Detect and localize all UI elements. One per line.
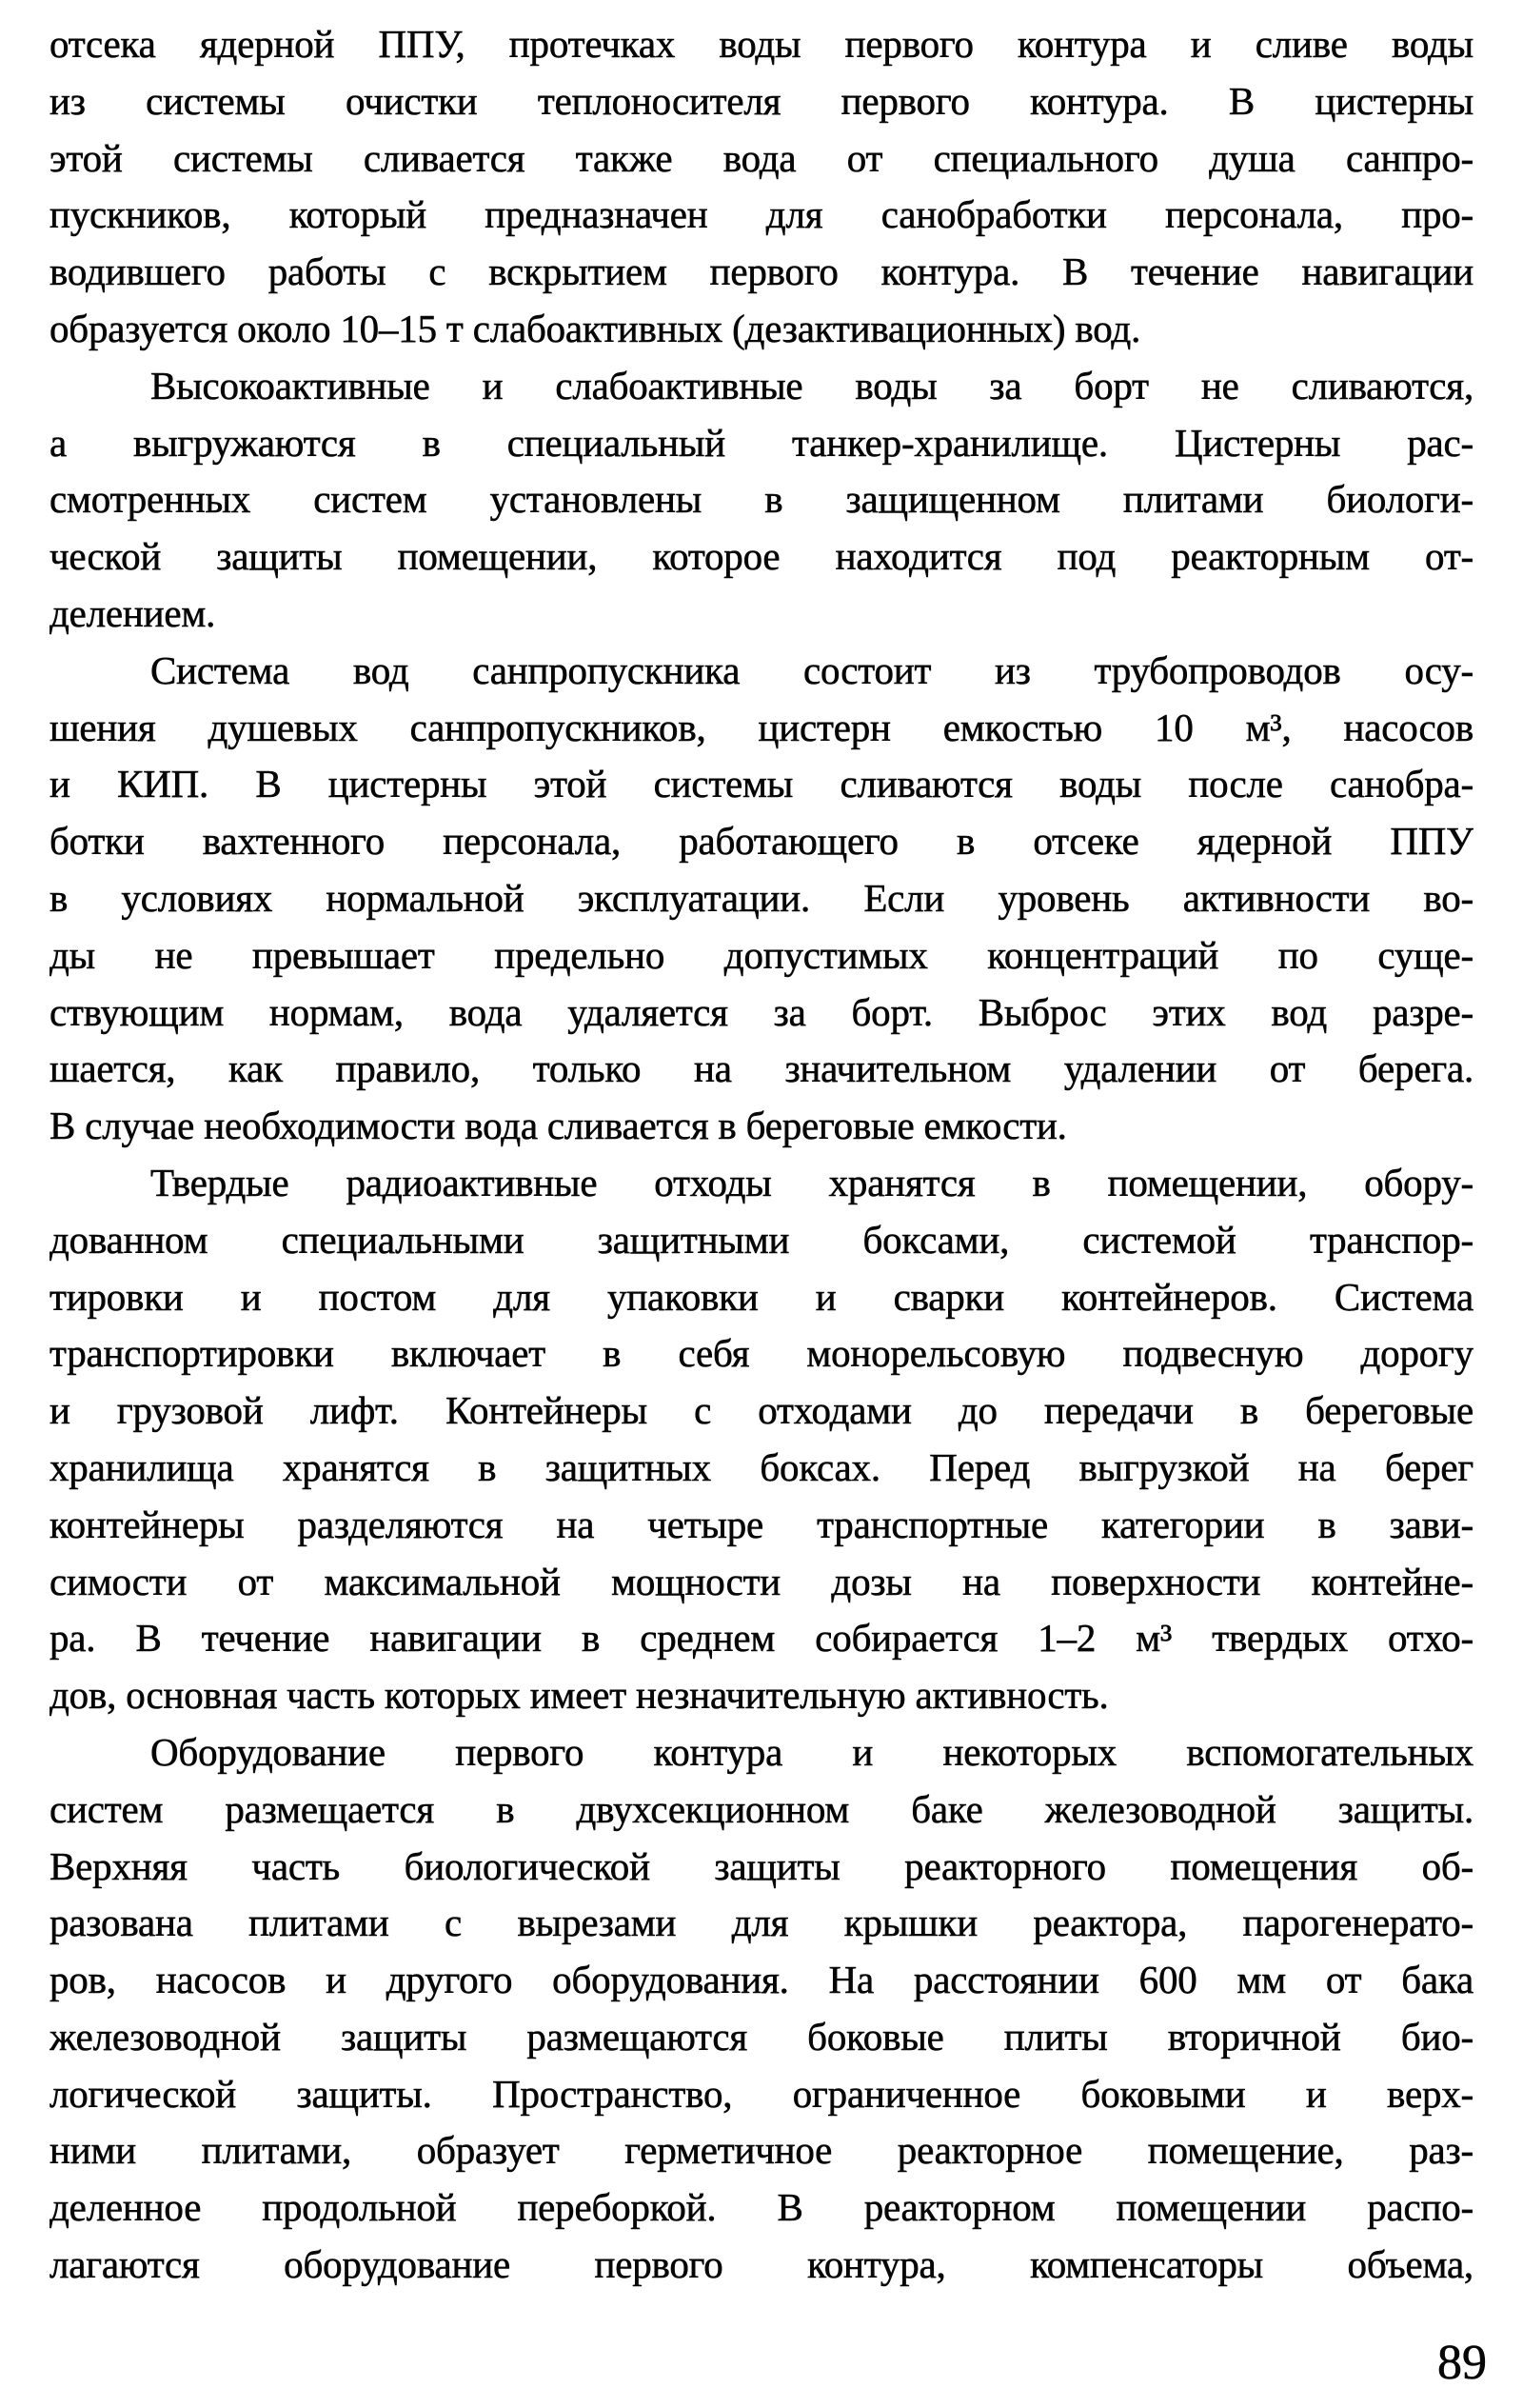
text-line: Высокоактивные и слабоактивные воды за борт не сливаются, <box>150 363 1474 408</box>
text-line: Оборудование первого контура и некоторых вспомогательных <box>150 1729 1474 1774</box>
text-line: контейнеры разделяются на четыре транспортные категории в зави- <box>49 1502 1474 1546</box>
text-line: и грузовой лифт. Контейнеры с отходами до передачи в береговые <box>49 1388 1474 1433</box>
text-line: логической защиты. Пространство, ограниченное боковыми и верх- <box>49 2071 1474 2116</box>
paragraph <box>49 16 1474 358</box>
text-line: в условиях нормальной эксплуатации. Если уровень активности во- <box>49 875 1474 920</box>
text-line: Верхняя часть биологической защиты реакторного помещения об- <box>49 1843 1474 1888</box>
text-line: транспортировки включает в себя монорельсовую подвесную дорогу <box>49 1331 1474 1376</box>
text-line: симости от максимальной мощности дозы на поверхности контейне- <box>49 1559 1474 1603</box>
paragraph <box>49 1155 1474 1724</box>
paragraph <box>49 358 1474 643</box>
text-line: ра. В течение навигации в среднем собирается 1–2 м³ твердых отхо- <box>49 1616 1474 1661</box>
text-line: разована плитами с вырезами для крышки реактора, парогенерато- <box>49 1901 1474 1945</box>
text-line: систем размещается в двухсекционном баке железоводной защиты. <box>49 1786 1474 1831</box>
text-block <box>49 16 1474 2294</box>
text-line: ствующим нормам, вода удаляется за борт. Выброс этих вод разре- <box>49 989 1474 1034</box>
text-line: ческой защиты помещении, которое находится под реакторным от- <box>49 534 1474 579</box>
text-line: шается, как правило, только на значительном удалении от берега. <box>49 1046 1474 1091</box>
text-line: дованном специальными защитными боксами, системой транспор- <box>49 1217 1474 1262</box>
text-line: делением. <box>49 590 216 635</box>
text-line: смотренных систем установлены в защищенном плитами биологи- <box>49 477 1474 522</box>
text-line: дов, основная часть которых имеет незначительную активность. <box>49 1673 1109 1718</box>
text-line: и КИП. В цистерны этой системы сливаются воды после санобра- <box>49 762 1474 806</box>
text-line: из системы очистки теплоносителя первого контура. В цистерны <box>49 78 1474 123</box>
text-line: ров, насосов и другого оборудования. На расстоянии 600 мм от бака <box>49 1958 1474 2002</box>
text-line: шения душевых санпропускников, цистерн емкостью 10 м³, насосов <box>49 705 1474 749</box>
text-line: этой системы сливается также вода от специального душа санпро- <box>49 135 1474 180</box>
text-line: отсека ядерной ППУ, протечках воды первого контура и сливе воды <box>49 22 1474 66</box>
paragraph <box>49 1724 1474 2294</box>
text-line: деленное продольной переборкой. В реакторном помещении распо- <box>49 2185 1474 2230</box>
text-line: а выгружаются в специальный танкер-хранилище. Цистерны рас- <box>49 420 1474 465</box>
text-line: В случае необходимости вода сливается в береговые емкости. <box>49 1104 1067 1148</box>
text-line: ды не превышает предельно допустимых концентраций по суще- <box>49 932 1474 977</box>
text-line: водившего работы с вскрытием первого контура. В течение навигации <box>49 249 1474 294</box>
page-number: 89 <box>1437 2336 1487 2390</box>
text-line: образуется около 10–15 т слабоактивных (дезактивационных) вод. <box>49 306 1141 350</box>
text-line: пускников, который предназначен для санобработки персонала, про- <box>49 192 1474 237</box>
text-line: ними плитами, образует герметичное реакторное помещение, раз- <box>49 2128 1474 2173</box>
text-line: железоводной защиты размещаются боковые плиты вторичной био- <box>49 2014 1474 2059</box>
text-line: тировки и постом для упаковки и сварки контейнеров. Система <box>49 1274 1474 1319</box>
paragraph <box>49 643 1474 1155</box>
text-line: Система вод санпропускника состоит из трубопроводов осу- <box>150 647 1474 692</box>
text-line: ботки вахтенного персонала, работающего в отсеке ядерной ППУ <box>49 819 1474 864</box>
text-line: Твердые радиоактивные отходы хранятся в помещении, обору- <box>150 1160 1474 1204</box>
text-line: лагаются оборудование первого контура, компенсаторы объема, <box>49 2242 1474 2287</box>
text-line: хранилища хранятся в защитных боксах. Перед выгрузкой на берег <box>49 1444 1474 1489</box>
